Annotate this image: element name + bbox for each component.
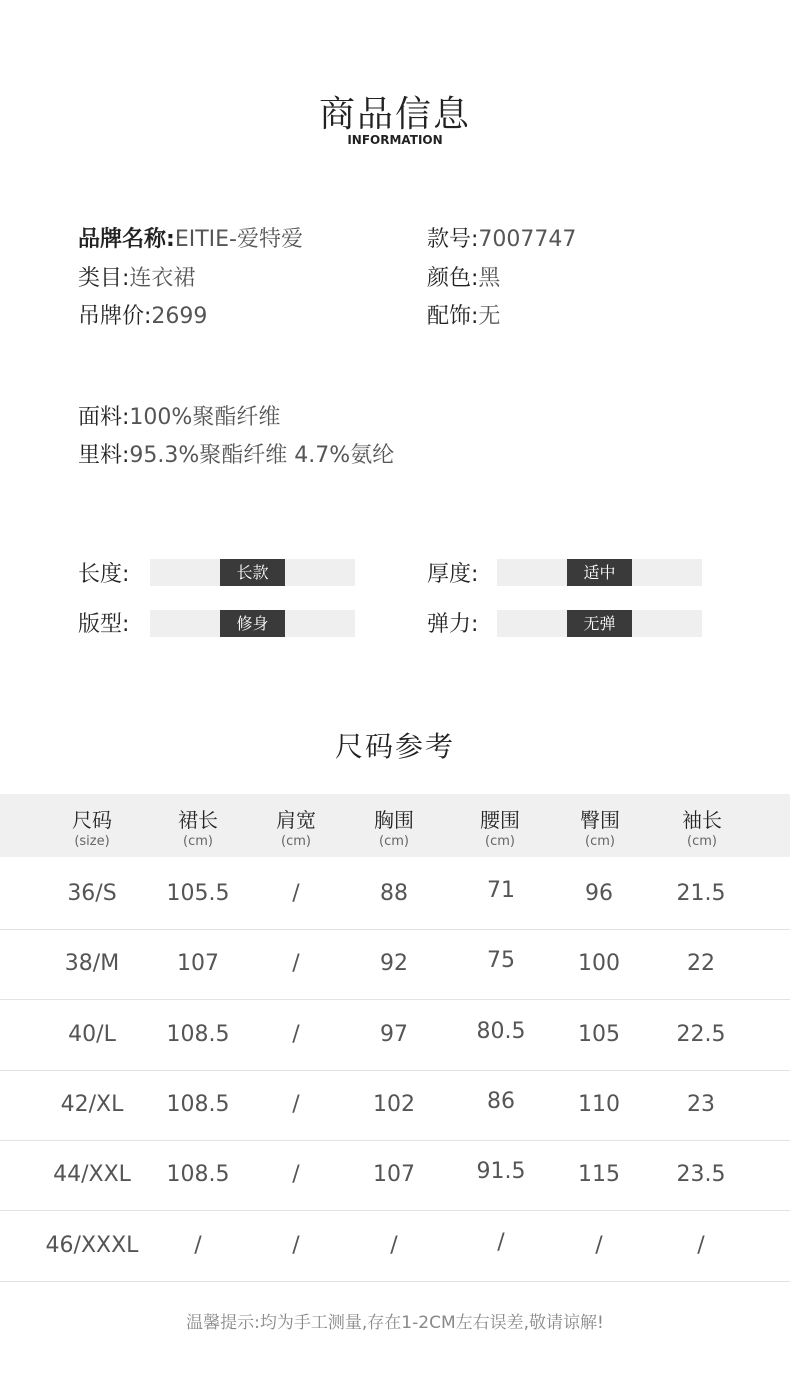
table-cell: / xyxy=(194,1233,202,1258)
category-row xyxy=(78,261,195,292)
fit-bar xyxy=(150,610,355,637)
accessory-label: 配饰: xyxy=(427,304,479,329)
table-row xyxy=(0,1070,790,1141)
table-cell: / xyxy=(497,1230,505,1255)
brand-label: 品牌名称: xyxy=(78,227,175,252)
table-cell: 107 xyxy=(373,1162,415,1187)
table-cell: 23 xyxy=(687,1092,715,1117)
table-cell: 108.5 xyxy=(166,1022,230,1047)
column-header: 腰围 (cm) xyxy=(480,808,520,849)
table-cell: / xyxy=(292,1162,300,1187)
fit-tag: 修身 xyxy=(220,610,285,637)
color-row xyxy=(427,261,500,292)
table-cell: 92 xyxy=(380,951,408,976)
size-table-header xyxy=(0,794,790,857)
table-cell: 97 xyxy=(380,1022,408,1047)
table-row xyxy=(0,1000,790,1071)
fit-label: 版型: xyxy=(78,612,130,637)
page-title: 商品信息 xyxy=(318,94,471,135)
column-header: 尺码 (size) xyxy=(72,808,112,849)
column-header: 肩宽 (cm) xyxy=(276,808,316,849)
table-cell: 42/XL xyxy=(60,1092,124,1117)
table-cell: 46/XXXL xyxy=(45,1233,139,1258)
brand-row xyxy=(78,222,303,253)
table-cell: 105 xyxy=(578,1022,620,1047)
table-cell: 108.5 xyxy=(166,1162,230,1187)
table-cell: 44/XXL xyxy=(53,1162,131,1187)
table-cell: 71 xyxy=(487,878,515,903)
table-cell: 22.5 xyxy=(676,1022,726,1047)
column-header: 胸围 (cm) xyxy=(374,808,414,849)
color-value: 黑 xyxy=(478,266,501,291)
table-cell: / xyxy=(697,1233,705,1258)
table-cell: 96 xyxy=(585,881,613,906)
table-cell: 21.5 xyxy=(676,881,726,906)
table-cell: / xyxy=(595,1233,603,1258)
table-cell: 105.5 xyxy=(166,881,230,906)
table-cell: 23.5 xyxy=(676,1162,726,1187)
style-no-label: 款号: xyxy=(427,227,479,252)
table-cell: / xyxy=(292,881,300,906)
style-no-value: 7007747 xyxy=(478,227,577,252)
category-value: 连衣裙 xyxy=(129,266,196,291)
accessory-row xyxy=(427,299,500,330)
brand-value: EITIE-爱特爱 xyxy=(174,227,303,252)
table-cell: / xyxy=(292,951,300,976)
table-cell: 80.5 xyxy=(476,1019,526,1044)
length-bar xyxy=(150,559,355,586)
table-cell: / xyxy=(292,1092,300,1117)
table-row xyxy=(0,929,790,1000)
table-row xyxy=(0,1211,790,1282)
fabric-row xyxy=(78,400,280,431)
price-value: 2699 xyxy=(151,304,208,329)
size-chart-title: 尺码参考 xyxy=(334,730,455,763)
table-cell: 22 xyxy=(687,951,715,976)
table-cell: 75 xyxy=(487,948,515,973)
elasticity-bar xyxy=(497,610,702,637)
thickness-bar xyxy=(497,559,702,586)
fabric-value: 100%聚酯纤维 xyxy=(129,405,281,430)
table-cell: / xyxy=(390,1233,398,1258)
table-cell: 115 xyxy=(578,1162,620,1187)
table-cell: / xyxy=(292,1022,300,1047)
table-cell: 36/S xyxy=(67,881,117,906)
column-header: 裙长 (cm) xyxy=(178,808,218,849)
thickness-tag: 适中 xyxy=(567,559,632,586)
table-cell: 107 xyxy=(177,951,219,976)
length-label: 长度: xyxy=(78,562,130,587)
table-row xyxy=(0,1140,790,1211)
color-label: 颜色: xyxy=(427,266,479,291)
price-row xyxy=(78,299,207,330)
length-tag: 长款 xyxy=(220,559,285,586)
accessory-value: 无 xyxy=(478,304,501,329)
column-header: 臀围 (cm) xyxy=(580,808,620,849)
table-row xyxy=(0,859,790,930)
table-cell: 88 xyxy=(380,881,408,906)
price-label: 吊牌价: xyxy=(78,304,152,329)
table-cell: 91.5 xyxy=(476,1159,526,1184)
category-label: 类目: xyxy=(78,266,130,291)
table-cell: 40/L xyxy=(68,1022,116,1047)
fabric-label: 面料: xyxy=(78,405,130,430)
column-header: 袖长 (cm) xyxy=(682,808,722,849)
table-cell: / xyxy=(292,1233,300,1258)
elasticity-label: 弹力: xyxy=(427,612,479,637)
page-subtitle: INFORMATION xyxy=(347,133,443,147)
table-cell: 86 xyxy=(487,1089,515,1114)
thickness-label: 厚度: xyxy=(427,562,479,587)
lining-row xyxy=(78,438,394,469)
style-no-row xyxy=(427,222,576,253)
table-cell: 100 xyxy=(578,951,620,976)
table-cell: 108.5 xyxy=(166,1092,230,1117)
table-cell: 102 xyxy=(373,1092,415,1117)
table-cell: 38/M xyxy=(64,951,120,976)
table-cell: 110 xyxy=(578,1092,620,1117)
lining-label: 里料: xyxy=(78,443,130,468)
lining-value: 95.3%聚酯纤维 4.7%氨纶 xyxy=(129,443,395,468)
measurement-note: 温馨提示:均为手工测量,存在1-2CM左右误差,敬请谅解! xyxy=(186,1313,604,1333)
elasticity-tag: 无弹 xyxy=(567,610,632,637)
